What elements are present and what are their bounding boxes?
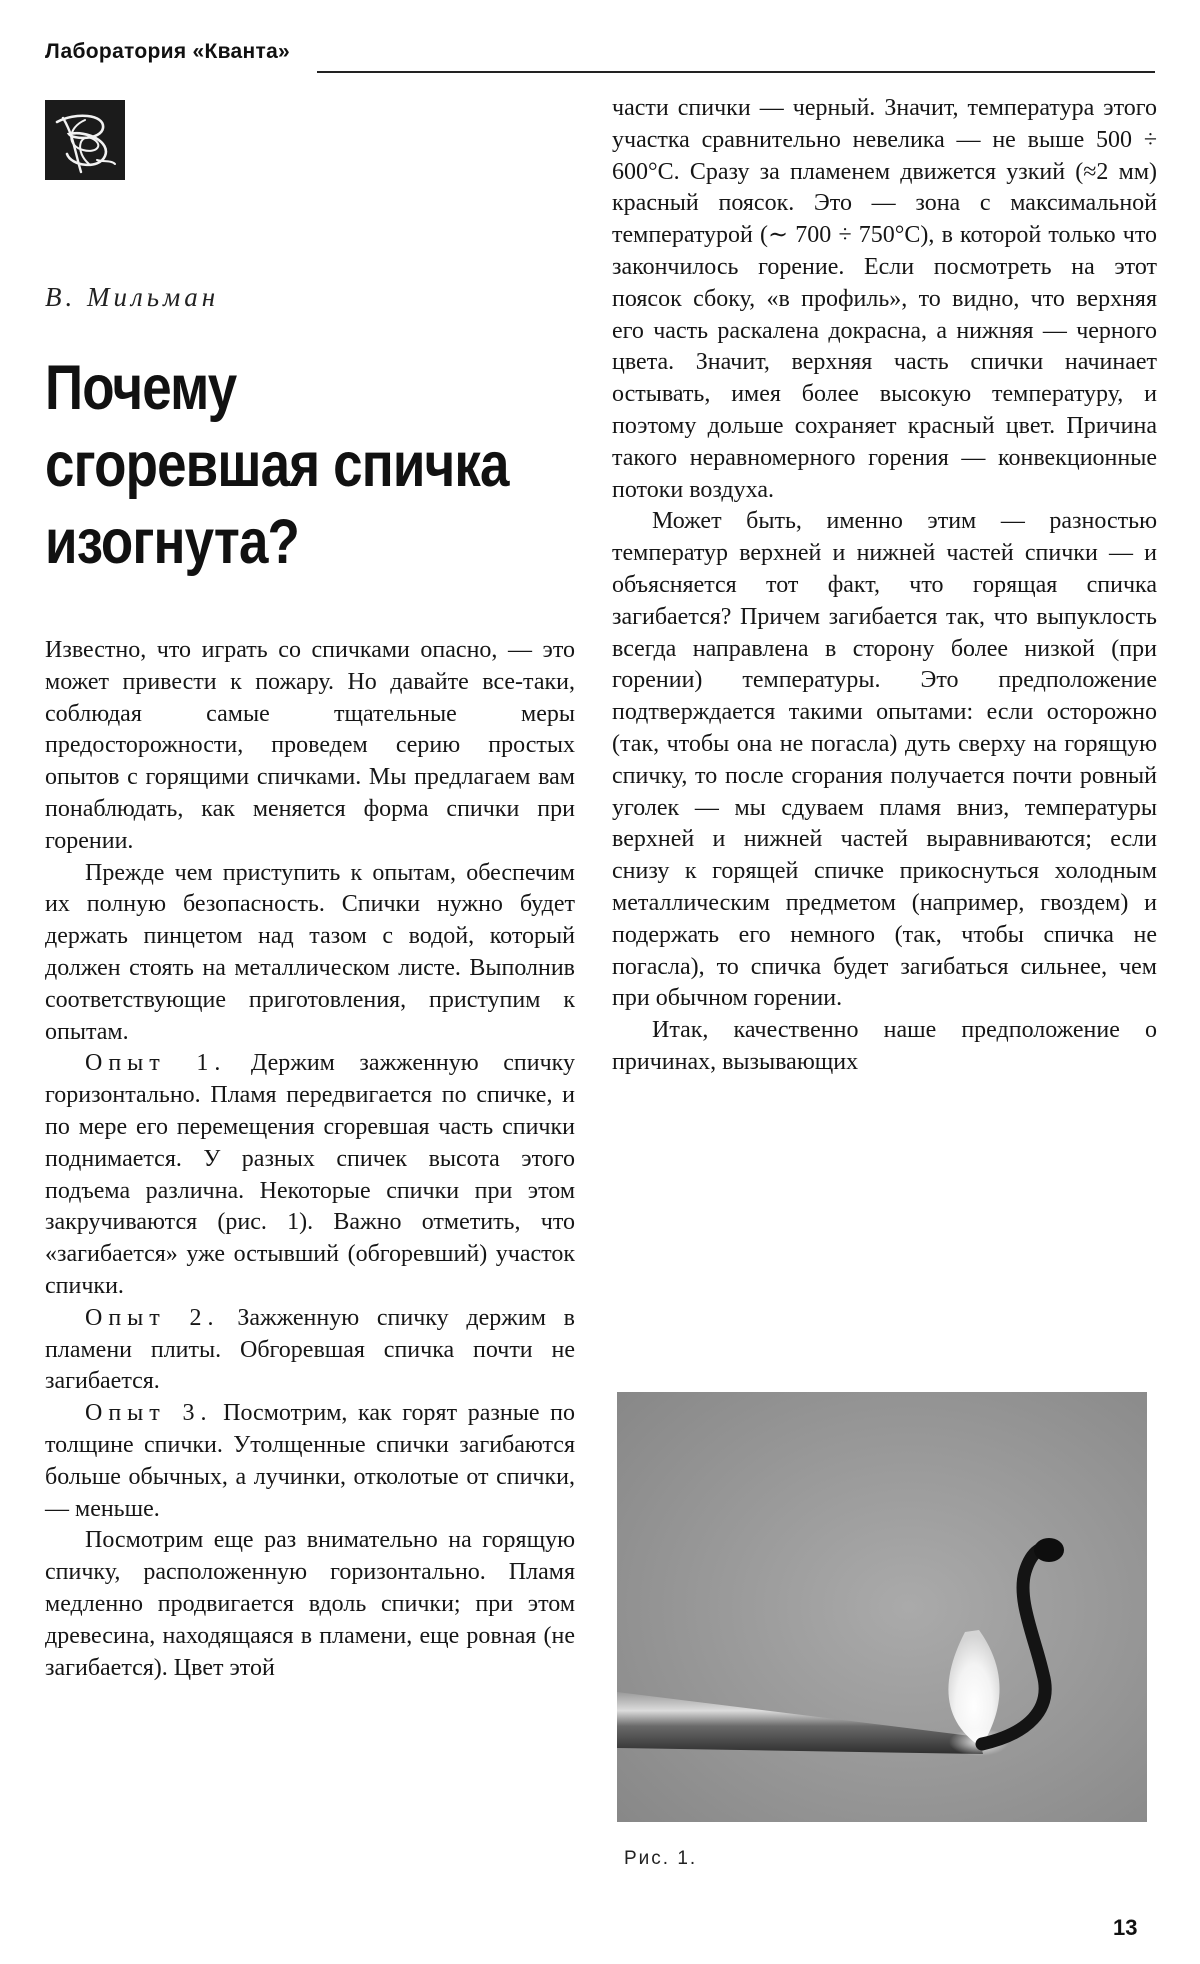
paragraph-observation: Посмотрим еще раз внимательно на горящую спичку, расположенную горизонтально. Пламя медленно продвигается вдоль спички; при этом древесина, находящаяся в пламени, еще ровная (не загибается). Цвет этой [45, 1527, 575, 1681]
paragraph-hypothesis: Может быть, именно этим — разностью температур верхней и нижней частей спички — и объясняется тот факт, что горящая спичка загибается? Причем загибается так, что выпуклость всегда направлена в сторону более низкой (при горении) температуры. Это предположение подтверждается такими опытами: если осторожно (так, чтобы она не погасла) дуть сверху на горящую спичку, то после сгорания получается почти ровный уголек — мы сдуваем пламя вниз, температуры верхней и нижней частей выравниваются; если снизу к горящей спичке прикоснуться холодным металлическим предметом (например, гвоздем) и подержать его немного (так, чтобы спичка не погасла), то спичка будет загибаться сильнее, чем при обычном горении. [612, 508, 1157, 1012]
header-rule [317, 71, 1155, 73]
experiment-3-label: Опыт 3. [85, 1400, 213, 1427]
experiment-1-label: Опыт 1. [85, 1050, 227, 1077]
article-title [45, 350, 509, 581]
article-author: В. Мильман [45, 282, 220, 312]
page-header [45, 30, 1155, 70]
title-line-1: Почему [45, 353, 237, 423]
paragraph-experiment-3 [45, 1398, 575, 1525]
page-number: 13 [1113, 1915, 1138, 1940]
paragraph-safety: Прежде чем приступить к опытам, обеспечим их полную безопасность. Спички нужно будет держать пинцетом над тазом с водой, который должен стоять на металлическом листе. Выполнив соответствующие приготовления, приступим к опытам. [45, 859, 575, 1045]
figure-1 [617, 1392, 1147, 1822]
title-line-3: изогнута? [45, 507, 300, 577]
paragraph-conclusion: Итак, качественно наше предположение о причинах, вызывающих [612, 1017, 1157, 1075]
kvant-lab-emblem-icon [45, 100, 125, 180]
section-label: Лаборатория «Кванта» [45, 40, 291, 63]
title-line-2: сгоревшая спичка [45, 430, 509, 500]
paragraph-experiment-1 [45, 1048, 575, 1302]
paragraph-intro: Известно, что играть со спичками опасно, — это может привести к пожару. Но давайте все-таки, соблюдая самые тщательные меры предосторожности, проведем серию простых опытов с горящими спичками. Мы предлагаем вам понаблюдать, как меняется форма спички при горении. [45, 637, 575, 854]
figure-caption: Рис. 1. [624, 1848, 698, 1869]
experiment-3-text: Посмотрим, как горят разные по толщине спички. Утолщенные спички загибаются больше обычных, а лучинки, отколотые от спички, — меньше. [45, 1400, 575, 1522]
emblem-graphic [45, 100, 125, 180]
experiment-2-label: Опыт 2. [85, 1304, 220, 1331]
experiment-1-text: Держим зажженную спичку горизонтально. Пламя передвигается по спичке, и по мере его перемещения сгоревшая часть спички поднимается. У разных спичек высота этого подъема различна. Некоторые спички при этом закручиваются (рис. 1). Важно отметить, что «загибается» уже остывший (обгоревший) участок спички. [45, 1050, 575, 1299]
burning-match-photo [617, 1392, 1147, 1822]
left-column [45, 635, 575, 1684]
right-column [612, 93, 1157, 1079]
paragraph-experiment-2 [45, 1303, 575, 1398]
paragraph-temperature: части спички — черный. Значит, температура этого участка сравнительно невелика — не выше 500 ÷ 600°С. Сразу за пламенем движется узкий (≈2 мм) красный поясок. Это — зона с максимальной температурой (∼ 700 ÷ 750°С), в которой только что закончилось горение. Если посмотреть на этот поясок сбоку, «в профиль», то видно, что верхняя его часть раскалена докрасна, а нижняя — черного цвета. Значит, верхняя часть спички начинает остывать, имея более высокую температуру, и поэтому дольше сохраняет красный цвет. Причина такого неравномерного горения — конвекционные потоки воздуха. [612, 95, 1157, 503]
experiment-2-text: Зажженную спичку держим в пламени плиты. Обгоревшая спичка почти не загибается. [45, 1304, 575, 1395]
